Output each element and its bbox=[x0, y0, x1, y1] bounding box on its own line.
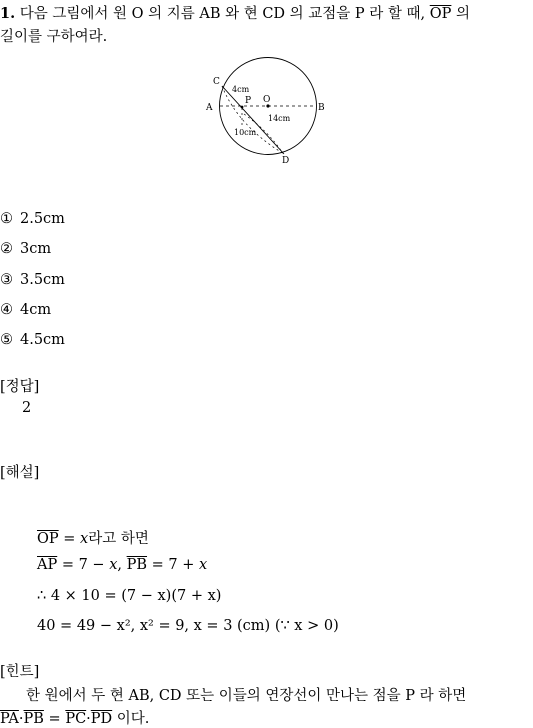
question-text-a: 다음 그림에서 원 O 의 지름 AB 와 현 CD 의 교점을 P 라 할 때, bbox=[19, 6, 426, 22]
choice-1[interactable] bbox=[0, 211, 65, 227]
segment-pa: $\overline{PA}$ bbox=[0, 711, 19, 727]
choice-3[interactable] bbox=[0, 272, 65, 288]
segment-pc: $\overline{PC}$ bbox=[65, 711, 87, 727]
segment-pb: $\overline{PB}$ bbox=[23, 711, 44, 727]
label-b: B bbox=[318, 103, 325, 113]
choice-mark: ⑤ bbox=[0, 332, 13, 348]
label-cp-length: 4cm bbox=[232, 85, 250, 94]
choice-5[interactable] bbox=[0, 332, 65, 348]
label-c: C bbox=[213, 77, 220, 87]
segment-op: $\overline{OP}$ bbox=[37, 531, 59, 547]
label-o: O bbox=[263, 95, 271, 105]
comma: , bbox=[117, 557, 127, 573]
point-p bbox=[241, 106, 244, 109]
segment-pb: $\overline{PB}$ bbox=[126, 557, 148, 573]
question-line-2: 길이를 구하여라. bbox=[0, 29, 108, 45]
expr: = 7 + bbox=[147, 557, 199, 573]
hint-heading: [힌트] bbox=[0, 664, 40, 680]
var-x: x bbox=[80, 531, 89, 547]
label-a: A bbox=[206, 103, 213, 113]
segment-op: $\overline{OP}$ bbox=[429, 6, 452, 22]
choice-mark: ② bbox=[0, 241, 13, 257]
choice-mark: ① bbox=[0, 211, 13, 227]
explanation-line-3: ∴ 4 × 10 = (7 − x)(7 + x) bbox=[37, 588, 222, 604]
hint-tail: 이다. bbox=[112, 711, 150, 727]
dot: · bbox=[86, 711, 91, 727]
choice-2[interactable] bbox=[0, 241, 51, 257]
explanation-text: 라고 하면 bbox=[88, 531, 149, 547]
answer-value: 2 bbox=[22, 400, 32, 416]
hint-line-1: 한 원에서 두 현 AB, CD 또는 이들의 연장선이 만나는 점을 P 라 하면 bbox=[26, 688, 467, 704]
choice-text: 2.5cm bbox=[20, 211, 65, 227]
var-x: x bbox=[199, 557, 208, 573]
explanation-line-4: 40 = 49 − x², x² = 9, x = 3 (cm) (∵ x > 0) bbox=[37, 618, 339, 634]
question-number: 1. bbox=[0, 5, 16, 22]
choice-4[interactable] bbox=[0, 302, 51, 318]
circle-diagram bbox=[198, 56, 348, 168]
label-pb-length: 14cm bbox=[268, 114, 291, 123]
dot: · bbox=[18, 711, 24, 727]
eq-sign: = bbox=[43, 711, 66, 727]
var-x: x bbox=[109, 557, 118, 573]
explanation-line-2 bbox=[37, 557, 207, 573]
question-line-1 bbox=[0, 2, 470, 23]
choice-mark: ③ bbox=[0, 272, 13, 288]
answer-heading: [정답] bbox=[0, 379, 40, 395]
choice-text: 3.5cm bbox=[20, 272, 65, 288]
explanation-line-1 bbox=[37, 527, 149, 548]
label-pd-length: 10cm bbox=[234, 128, 257, 137]
segment-pd: $\overline{PD}$ bbox=[90, 711, 113, 727]
choice-mark: ④ bbox=[0, 302, 13, 318]
choice-text: 3cm bbox=[20, 241, 52, 257]
choice-text: 4.5cm bbox=[20, 332, 65, 348]
label-d: D bbox=[282, 156, 290, 166]
question-text-b: 의 bbox=[456, 6, 471, 22]
label-p: P bbox=[245, 96, 252, 106]
segment-ap: $\overline{AP}$ bbox=[37, 557, 58, 573]
choice-text: 4cm bbox=[20, 302, 52, 318]
expr: = 7 − bbox=[57, 557, 110, 573]
eq-sign: = bbox=[58, 531, 81, 547]
explanation-heading: [해설] bbox=[0, 465, 40, 481]
